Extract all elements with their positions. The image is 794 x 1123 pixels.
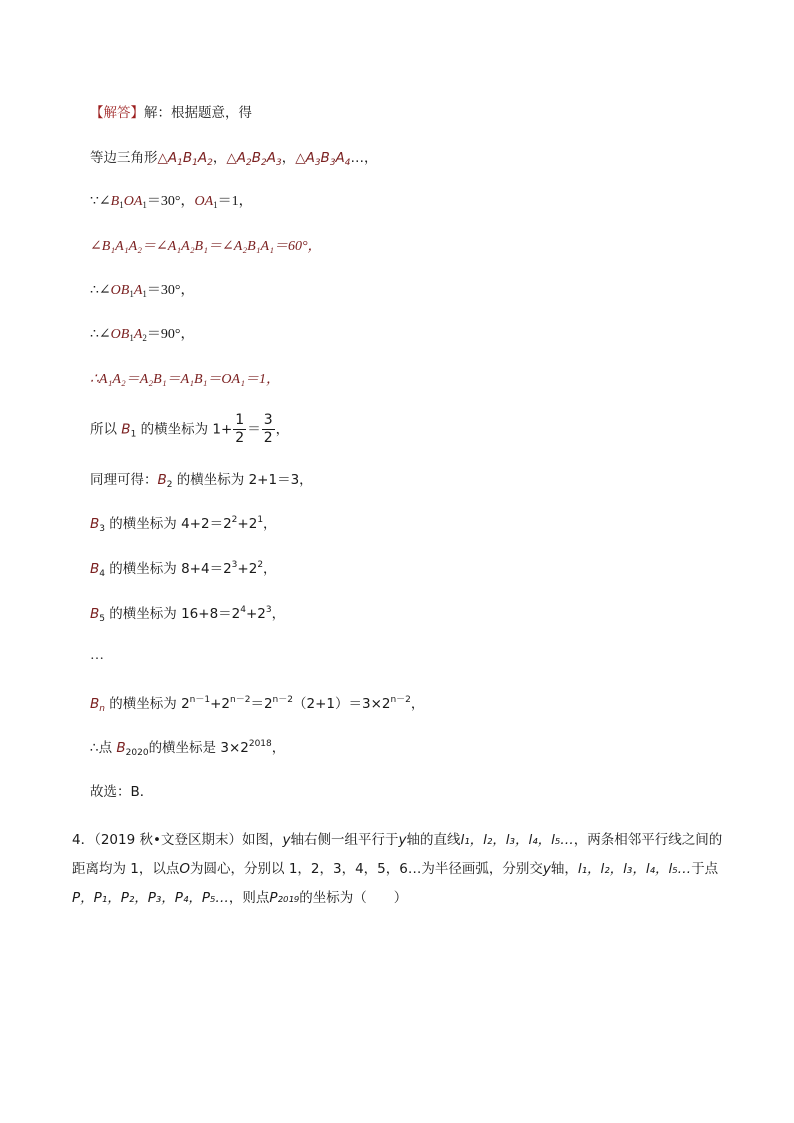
triangle-2: $\triangle A_2B_2A_3$ bbox=[226, 150, 282, 168]
solution-line-9: $B_3$ 的横坐标为 $4+2=2^2+2^1$， bbox=[90, 515, 277, 534]
question-source: （2019 秋•文登区期末） bbox=[94, 832, 242, 848]
solution-intro: 解：根据题意，得 bbox=[144, 105, 252, 121]
answer-tag: 【解答】 bbox=[90, 105, 144, 121]
solution-line-13: $B_n$ 的横坐标为 $2^{n-1}+2^{n-2}=2^{n-2}(2+1)=3\times 2^{n-2}$， bbox=[90, 695, 425, 714]
solution-line-6: ∴A₁A₂＝A₂B₁＝A₁B₁＝OA₁＝1， bbox=[90, 372, 280, 387]
solution-line-2: $\because\angle B_1OA_1=30^\circ$，$OA_1=1$， bbox=[90, 194, 253, 210]
fraction-half: $\frac{1}{2}$ bbox=[235, 412, 245, 446]
triangle-1: $\triangle A_1B_1A_2$ bbox=[157, 150, 213, 168]
solution-line-14: ∴点 $B_{2020}$的横坐标是 $3\times 2^{2018}$， bbox=[90, 739, 286, 758]
solution-header bbox=[90, 103, 252, 123]
solution-line-11: $B_5$ 的横坐标为 $16+8=2^4+2^3$， bbox=[90, 605, 286, 624]
solution-conclusion: 故选：B． bbox=[90, 784, 154, 800]
solution-line-ellipsis: … bbox=[90, 648, 104, 663]
solution-line-1: 等边三角形$\triangle A_1B_1A_2$，$\triangle A_2B_2A_3$，$\triangle A_3B_3A_4\dots$， bbox=[90, 150, 378, 168]
solution-line-8: 同理可得：$B_2$ 的横坐标为 2+1＝3， bbox=[90, 472, 313, 490]
question-number: 4． bbox=[72, 832, 95, 848]
solution-line-4: $\therefore\angle OB_1A_1=30^\circ$， bbox=[90, 283, 195, 299]
solution-line-7: 所以 $B_1$ 的横坐标为 1+ $\frac{1}{2}$ ＝ $\frac{3}{2}$ ， bbox=[90, 412, 290, 446]
solution-line-3: ∠B₁A₁A₂＝∠A₁A₂B₁＝∠A₂B₁A₁＝60°， bbox=[90, 239, 322, 254]
question-4: 4．（2019 秋•文登区期末）如图，y轴右侧一组平行于y轴的直线l₁，l₂，l₃，l₄，l₅…，两条相邻平行线之间的距离均为 1，以点O为圆心，分别以 1，2，3，4，5，6…为半径画弧，分别交y轴，l₁，l₂，l₃，l₄，l₅…于点P，P₁，P₂，P₃，P₄，P₅…，则点P₂₀₁₉的坐标为（ ） bbox=[72, 832, 723, 906]
l1-text: 等边三角形 bbox=[90, 150, 158, 166]
solution-line-5: $\therefore\angle OB_1A_2=90^\circ$， bbox=[90, 327, 195, 343]
fraction-three-halves: $\frac{3}{2}$ bbox=[263, 412, 273, 446]
triangle-3: $\triangle A_3B_3A_4$ bbox=[295, 150, 351, 168]
solution-line-10: $B_4$ 的横坐标为 $8+4=2^3+2^2$， bbox=[90, 560, 277, 579]
